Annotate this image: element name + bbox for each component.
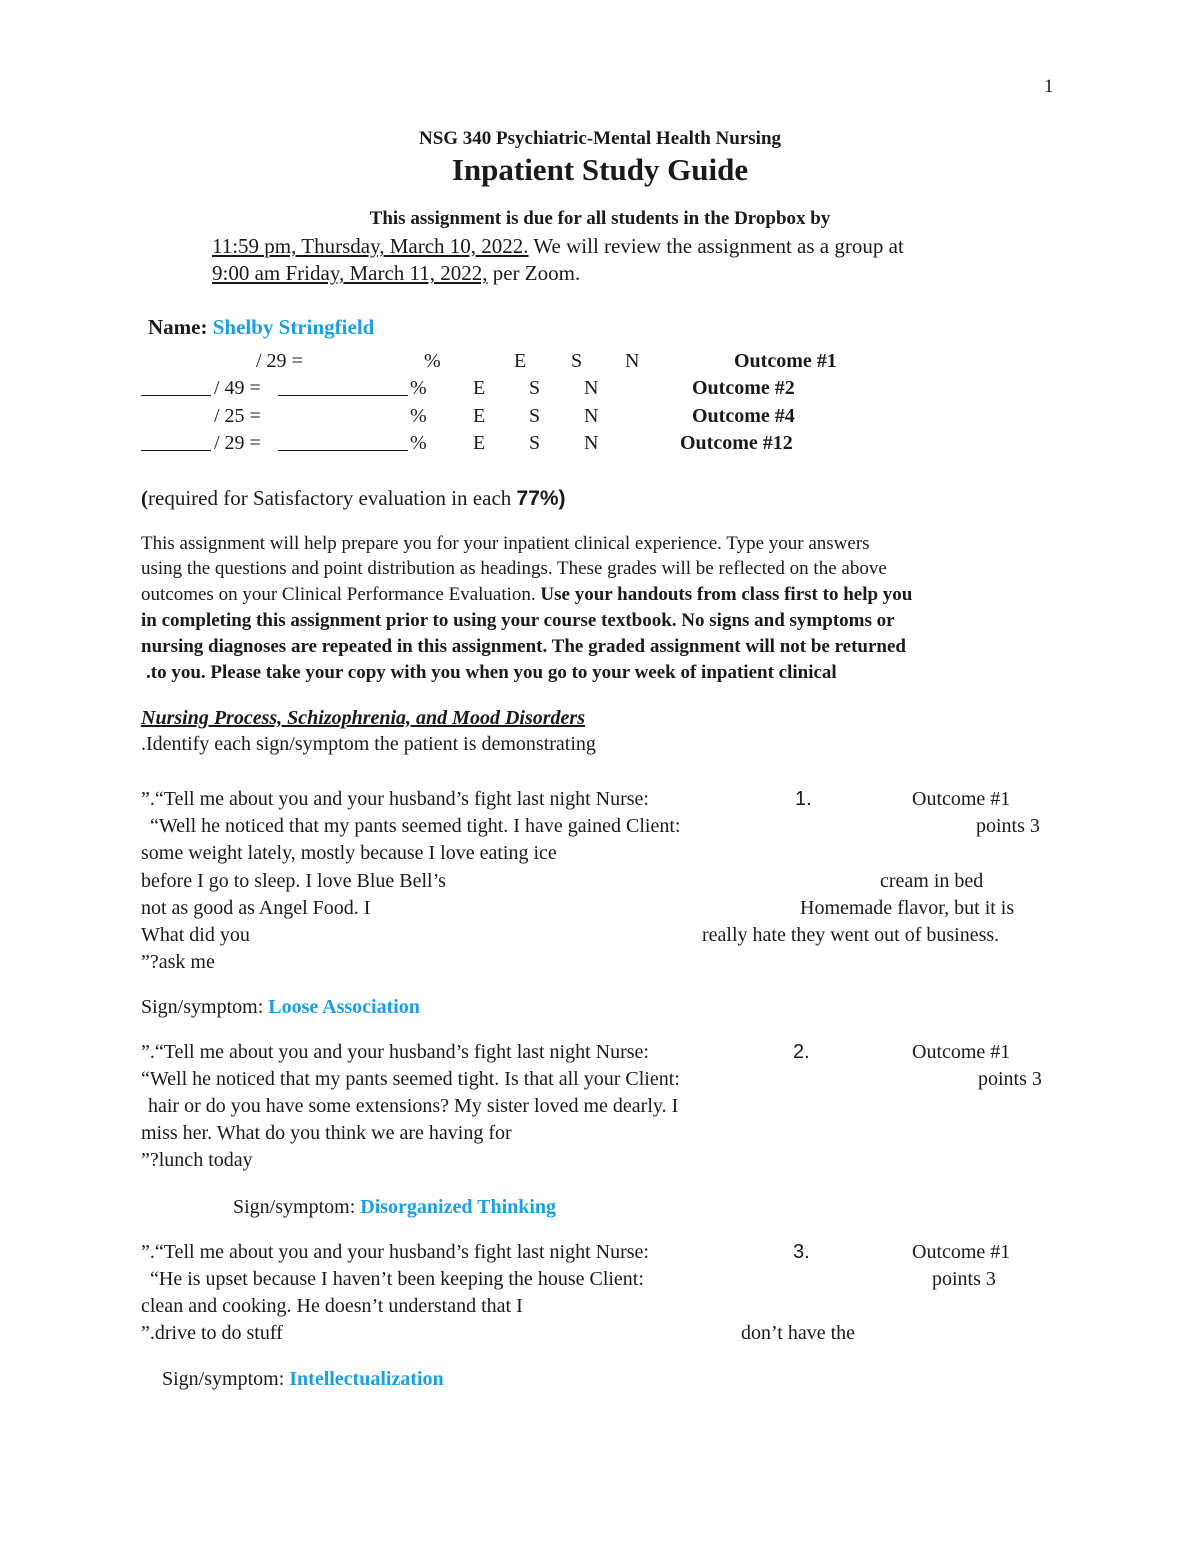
grade-outcome: Outcome #12 xyxy=(680,432,793,454)
grade-s[interactable]: S xyxy=(529,377,541,399)
due-date: 11:59 pm, Thursday, March 10, 2022. xyxy=(212,234,529,258)
section-title: Nursing Process, Schizophrenia, and Mood Disorders xyxy=(141,707,585,729)
sign-answer[interactable]: Loose Association xyxy=(268,996,420,1018)
grade-n[interactable]: N xyxy=(584,377,599,399)
requirement-text: required for Satisfactory evaluation in each xyxy=(148,486,517,510)
instructions-line: .to you. Please take your copy with you when you go to your week of inpatient clinical xyxy=(146,662,837,683)
review-tail: per Zoom. xyxy=(487,261,581,285)
instructions-line: in completing this assignment prior to using your course textbook. No signs and symptoms or xyxy=(141,610,895,631)
client-text: ”?ask me xyxy=(141,951,215,973)
sign-symptom xyxy=(162,1368,444,1391)
requirement-note xyxy=(141,486,566,511)
client-text: ”?lunch today xyxy=(141,1149,253,1171)
due-date-line xyxy=(212,234,904,259)
client-line: “Well he noticed that my pants seemed tight. Is that all your Client: xyxy=(141,1068,680,1090)
grade-s[interactable]: S xyxy=(571,350,583,372)
client-text: really hate they went out of business. xyxy=(702,924,1000,946)
question-points: points 3 xyxy=(976,815,1040,837)
name-label: Name: xyxy=(148,315,208,339)
grade-e[interactable]: E xyxy=(473,377,486,399)
score-blank[interactable] xyxy=(141,377,211,396)
grade-total: / 29 = xyxy=(256,350,303,372)
student-name[interactable]: Shelby Stringfield xyxy=(212,315,375,339)
instructions-plain: outcomes on your Clinical Performance Evaluation. xyxy=(141,584,541,605)
client-text: some weight lately, mostly because I love eating ice xyxy=(141,842,557,864)
client-text: clean and cooking. He doesn’t understand that I xyxy=(141,1295,523,1317)
instructions-line: using the questions and point distribution as headings. These grades will be reflected on the above xyxy=(141,558,887,579)
question-points: points 3 xyxy=(932,1268,996,1290)
grade-total: / 49 = xyxy=(214,377,261,399)
grade-n[interactable]: N xyxy=(584,432,599,454)
requirement-percent: 77%) xyxy=(516,487,566,510)
grade-percent: % xyxy=(424,350,441,372)
grade-e[interactable]: E xyxy=(514,350,527,372)
question-outcome: Outcome #1 xyxy=(912,1241,1011,1263)
instructions-bold: Use your handouts from class first to help you xyxy=(540,584,913,605)
instructions-line: nursing diagnoses are repeated in this assignment. The graded assignment will not be returned xyxy=(141,636,907,657)
client-text: ”.drive to do stuff xyxy=(141,1322,283,1344)
client-text: miss her. What do you think we are having for xyxy=(141,1122,512,1144)
client-text: cream in bed xyxy=(880,870,984,892)
grade-total: / 29 = xyxy=(214,432,261,454)
due-statement: This assignment is due for all students in the Dropbox by xyxy=(369,208,831,229)
sign-answer[interactable]: Disorganized Thinking xyxy=(360,1196,557,1218)
nurse-line: ”.“Tell me about you and your husband’s fight last night Nurse: xyxy=(141,1041,649,1063)
grade-s[interactable]: S xyxy=(529,405,541,427)
grade-e[interactable]: E xyxy=(473,405,486,427)
client-text: Homemade flavor, but it is xyxy=(800,897,1015,919)
sign-symptom xyxy=(233,1196,556,1219)
page-title: Inpatient Study Guide xyxy=(451,152,749,187)
grade-outcome: Outcome #4 xyxy=(692,405,795,427)
nurse-line: ”.“Tell me about you and your husband’s fight last night Nurse: xyxy=(141,788,649,810)
question-outcome: Outcome #1 xyxy=(912,788,1011,810)
grade-percent: % xyxy=(410,432,427,454)
grade-outcome: Outcome #1 xyxy=(734,350,837,372)
requirement-open: ( xyxy=(141,486,148,510)
section-subtitle: .Identify each sign/symptom the patient is demonstrating xyxy=(141,733,596,755)
sign-label: Sign/symptom: xyxy=(141,996,269,1018)
client-text: don’t have the xyxy=(741,1322,856,1344)
client-text: not as good as Angel Food. I xyxy=(141,897,371,919)
percent-blank[interactable] xyxy=(278,432,408,451)
client-line: “Well he noticed that my pants seemed tight. I have gained Client: xyxy=(150,815,681,837)
grade-s[interactable]: S xyxy=(529,432,541,454)
question-number: 3. xyxy=(793,1241,810,1263)
review-date: 9:00 am Friday, March 11, 2022, xyxy=(212,261,488,285)
instructions-line: This assignment will help prepare you for your inpatient clinical experience. Type your answers xyxy=(141,533,870,554)
grade-table xyxy=(0,350,1200,470)
student-name-line xyxy=(148,315,374,340)
sign-label: Sign/symptom: xyxy=(162,1368,290,1390)
sign-answer[interactable]: Intellectualization xyxy=(289,1368,444,1390)
client-text: What did you xyxy=(141,924,250,946)
grade-total: / 25 = xyxy=(214,405,261,427)
grade-percent: % xyxy=(410,377,427,399)
review-date-line xyxy=(212,261,580,286)
grade-n[interactable]: N xyxy=(584,405,599,427)
grade-percent: % xyxy=(410,405,427,427)
page-number: 1 xyxy=(1044,76,1054,97)
instructions-line xyxy=(141,584,912,606)
client-line: “He is upset because I haven’t been keeping the house Client: xyxy=(150,1268,644,1290)
question-outcome: Outcome #1 xyxy=(912,1041,1011,1063)
client-text: hair or do you have some extensions? My sister loved me dearly. I xyxy=(148,1095,679,1117)
course-title: NSG 340 Psychiatric-Mental Health Nursing xyxy=(418,128,782,149)
review-text: We will review the assignment as a group at xyxy=(528,234,904,258)
question-number: 1. xyxy=(795,788,812,810)
grade-outcome: Outcome #2 xyxy=(692,377,795,399)
client-text: before I go to sleep. I love Blue Bell’s xyxy=(141,870,446,892)
grade-e[interactable]: E xyxy=(473,432,486,454)
percent-blank[interactable] xyxy=(278,377,408,396)
sign-label: Sign/symptom: xyxy=(233,1196,361,1218)
sign-symptom xyxy=(141,996,420,1019)
score-blank[interactable] xyxy=(141,432,211,451)
question-points: points 3 xyxy=(978,1068,1042,1090)
grade-n[interactable]: N xyxy=(625,350,640,372)
question-number: 2. xyxy=(793,1041,810,1063)
nurse-line: ”.“Tell me about you and your husband’s fight last night Nurse: xyxy=(141,1241,649,1263)
